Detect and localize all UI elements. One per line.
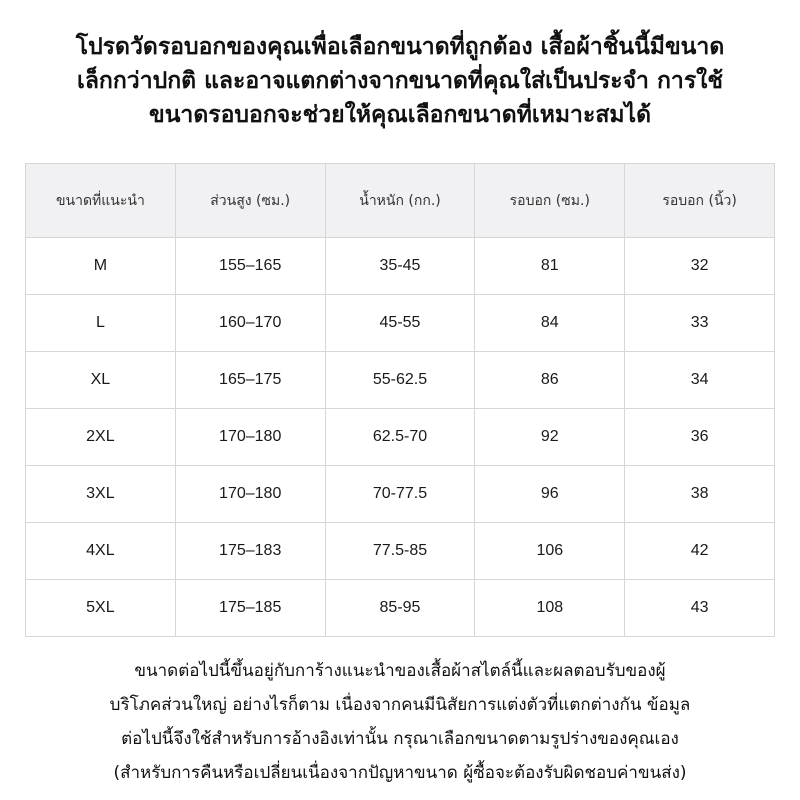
footer-line-3: ต่อไปนี้จึงใช้สำหรับการอ้างอิงเท่านั้น กรุณาเลือกขนาดตามรูปร่างของคุณเอง [121,729,679,749]
cell-size: 4XL [26,523,176,580]
cell-weight: 55-62.5 [325,352,475,409]
footer-line-1: ขนาดต่อไปนี้ขึ้นอยู่กับการ้างแนะนำของเสื้อผ้าสไตล์นี้และผลตอบรับของผู้ [134,661,666,681]
table-row [26,295,775,352]
footer-disclaimer [10,654,790,790]
cell-height: 175–183 [175,523,325,580]
cell-chest-cm: 81 [475,238,625,295]
cell-chest-inch: 32 [625,238,775,295]
size-chart-table [25,163,775,637]
cell-weight: 77.5-85 [325,523,475,580]
table-row [26,352,775,409]
cell-chest-cm: 108 [475,580,625,637]
table-body [26,238,775,637]
cell-height: 170–180 [175,466,325,523]
table-row [26,466,775,523]
footer-line-2: บริโภคส่วนใหญ่ อย่างไรก็ตาม เนื่องจากคนมีนิสัยการแต่งตัวที่แตกต่างกัน ข้อมูล [109,695,691,715]
cell-height: 165–175 [175,352,325,409]
cell-chest-cm: 84 [475,295,625,352]
cell-weight: 85-95 [325,580,475,637]
footer-line-4: (สำหรับการคืนหรือเปลี่ยนเนื่องจากปัญหาขนาด ผู้ซื้อจะต้องรับผิดชอบค่าขนส่ง) [113,763,687,783]
heading-line-3: ขนาดรอบอกจะช่วยให้คุณเลือกขนาดที่เหมาะสมได้ [148,102,652,128]
cell-weight: 62.5-70 [325,409,475,466]
cell-height: 160–170 [175,295,325,352]
table-row [26,523,775,580]
page-heading [20,30,780,132]
cell-chest-inch: 36 [625,409,775,466]
header-chest-cm: รอบอก (ซม.) [475,164,625,238]
header-weight: น้ำหนัก (กก.) [325,164,475,238]
cell-height: 155–165 [175,238,325,295]
cell-chest-cm: 92 [475,409,625,466]
cell-size: 2XL [26,409,176,466]
heading-line-2: เล็กกว่าปกติ และอาจแตกต่างจากขนาดที่คุณใส่เป็นประจำ การใช้ [76,68,724,94]
cell-chest-cm: 86 [475,352,625,409]
table-row [26,409,775,466]
cell-chest-inch: 33 [625,295,775,352]
cell-weight: 70-77.5 [325,466,475,523]
table-row [26,238,775,295]
cell-weight: 35-45 [325,238,475,295]
cell-chest-inch: 38 [625,466,775,523]
cell-size: M [26,238,176,295]
cell-size: 5XL [26,580,176,637]
cell-chest-inch: 34 [625,352,775,409]
cell-chest-inch: 42 [625,523,775,580]
cell-chest-inch: 43 [625,580,775,637]
cell-height: 170–180 [175,409,325,466]
header-height: ส่วนสูง (ซม.) [175,164,325,238]
table-row [26,580,775,637]
cell-size: XL [26,352,176,409]
header-recommended-size: ขนาดที่แนะนำ [26,164,176,238]
cell-size: 3XL [26,466,176,523]
cell-height: 175–185 [175,580,325,637]
header-chest-inch: รอบอก (นิ้ว) [625,164,775,238]
heading-line-1: โปรดวัดรอบอกของคุณเพื่อเลือกขนาดที่ถูกต้อง เสื้อผ้าชิ้นนี้มีขนาด [75,34,725,60]
cell-chest-cm: 106 [475,523,625,580]
cell-weight: 45-55 [325,295,475,352]
header-row [26,164,775,238]
table-header [26,164,775,238]
cell-size: L [26,295,176,352]
cell-chest-cm: 96 [475,466,625,523]
